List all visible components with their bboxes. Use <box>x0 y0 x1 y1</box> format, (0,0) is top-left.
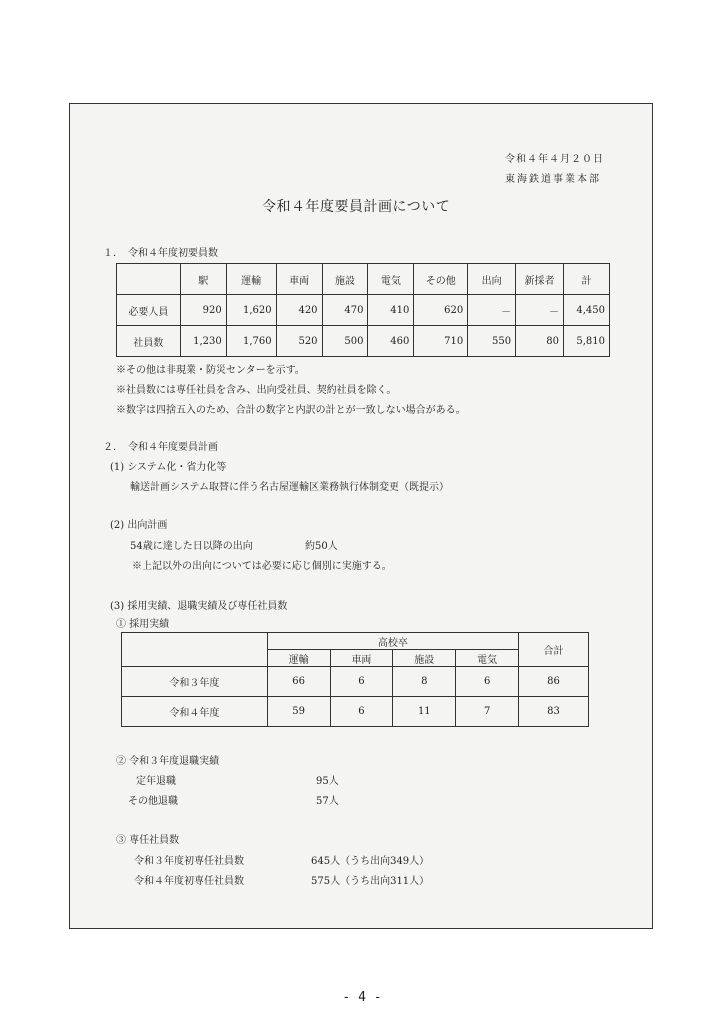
header-cell: 新採者 <box>516 264 564 295</box>
header-cell: 計 <box>564 264 610 295</box>
retire-heading: ② 令和３年度退職実績 <box>116 756 220 767</box>
department-name: 東海鉄道事業本部 <box>505 174 601 185</box>
retire-label: その他退職 <box>128 796 178 807</box>
table-cell: 550 <box>468 326 516 357</box>
table-cell: 620 <box>414 295 468 326</box>
table-cell: 1,230 <box>180 326 226 357</box>
table-cell: 710 <box>414 326 468 357</box>
table-cell: 1,760 <box>226 326 276 357</box>
secondment-value: 約50人 <box>305 541 338 552</box>
row-label: 必要人員 <box>117 295 181 326</box>
table-cell: 6 <box>330 667 393 697</box>
header-cell: 出向 <box>468 264 516 295</box>
table-cell: 470 <box>322 295 368 326</box>
staffing-table <box>116 263 610 357</box>
table-cell: 410 <box>368 295 414 326</box>
retire-label: 定年退職 <box>136 776 176 787</box>
header-cell: 電気 <box>456 650 519 667</box>
header-cell: 運輸 <box>226 264 276 295</box>
row-label: 令和３年度 <box>122 667 268 697</box>
table-cell: 5,810 <box>564 326 610 357</box>
retire-value: 95人 <box>316 776 339 787</box>
note-line: ※数字は四捨五入のため、合計の数字と内訳の計とが一致しない場合がある。 <box>116 405 466 416</box>
header-cell: 運輸 <box>267 650 330 667</box>
table-row <box>117 326 610 357</box>
table-cell: 59 <box>267 697 330 727</box>
table-cell: 66 <box>267 667 330 697</box>
note-line: ※その他は非現業・防災センターを示す。 <box>116 365 305 376</box>
row-label: 令和４年度 <box>122 697 268 727</box>
header-cell: その他 <box>414 264 468 295</box>
table-cell: － <box>468 295 516 326</box>
senior-label: 令和４年度初専任社員数 <box>134 876 244 887</box>
header-cell: 電気 <box>368 264 414 295</box>
total-cell: 86 <box>519 667 589 697</box>
subsection-heading: (2) 出向計画 <box>110 520 168 531</box>
section2-heading: ２． 令和４年度要員計画 <box>103 442 218 453</box>
header-cell: 駅 <box>180 264 226 295</box>
senior-value: 575人（うち出向311人） <box>311 876 430 887</box>
row-label: 社員数 <box>117 326 181 357</box>
table-cell: 8 <box>393 667 456 697</box>
note-line: ※社員数には専任社員を含み、出向受社員、契約社員を除く。 <box>116 385 397 396</box>
table-cell: 80 <box>516 326 564 357</box>
table-row <box>122 667 589 697</box>
table-cell: 460 <box>368 326 414 357</box>
table-cell: 1,620 <box>226 295 276 326</box>
subsection-heading: (1) システム化・省力化等 <box>110 462 227 473</box>
table-row <box>117 295 610 326</box>
group-header: 高校卒 <box>267 633 518 650</box>
table-row <box>122 697 589 727</box>
table-cell: 6 <box>456 667 519 697</box>
table-header-row <box>122 633 589 650</box>
subsection-body: 輸送計画システム取替に伴う名古屋運輸区業務執行体制変更（既提示） <box>130 482 449 493</box>
table-cell: 7 <box>456 697 519 727</box>
table-cell: － <box>516 295 564 326</box>
senior-heading: ③ 専任社員数 <box>116 835 180 846</box>
hire-heading: ① 採用実績 <box>116 619 170 630</box>
total-header: 合計 <box>519 633 589 667</box>
secondment-note: ※上記以外の出向については必要に応じ個別に実施する。 <box>132 561 392 572</box>
document-title: 令和４年度要員計画について <box>262 199 451 215</box>
header-cell: 車両 <box>330 650 393 667</box>
header-cell: 施設 <box>393 650 456 667</box>
header-cell: 車両 <box>276 264 322 295</box>
senior-value: 645人（うち出向349人） <box>311 856 430 867</box>
section1-heading: １． 令和４年度初要員数 <box>103 248 218 259</box>
secondment-label: 54歳に達した日以降の出向 <box>130 541 253 552</box>
header-cell <box>117 264 181 295</box>
hiring-table <box>121 632 589 727</box>
page-number: - 4 - <box>342 990 382 1005</box>
header-cell: 施設 <box>322 264 368 295</box>
table-cell: 11 <box>393 697 456 727</box>
table-header-row <box>117 264 610 295</box>
retire-value: 57人 <box>316 796 339 807</box>
header-cell-empty <box>122 633 268 667</box>
total-cell: 83 <box>519 697 589 727</box>
table-cell: 6 <box>330 697 393 727</box>
subsection-heading: (3) 採用実績、退職実績及び専任社員数 <box>110 601 288 612</box>
table-cell: 4,450 <box>564 295 610 326</box>
document-date: 令和４年４月２０日 <box>505 154 604 165</box>
senior-label: 令和３年度初専任社員数 <box>134 856 244 867</box>
table-cell: 520 <box>276 326 322 357</box>
table-cell: 500 <box>322 326 368 357</box>
table-cell: 920 <box>180 295 226 326</box>
table-cell: 420 <box>276 295 322 326</box>
